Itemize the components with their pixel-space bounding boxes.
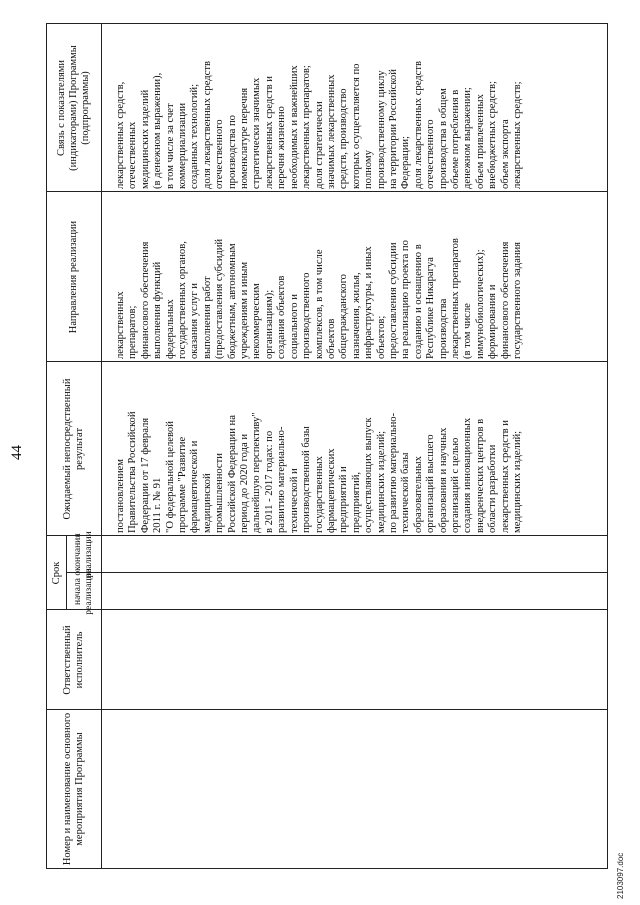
header-term-end: окончания реализации — [72, 531, 94, 578]
col-line-4 — [47, 535, 607, 536]
header-bottom-line — [101, 24, 102, 868]
header-term: Срок — [50, 561, 62, 585]
header-result: Ожидаемый непосредственный результат — [62, 378, 85, 520]
header-executor: Ответственный исполнитель — [62, 625, 85, 695]
measures-table — [46, 23, 608, 869]
header-indicators: Связь с показателями (индикаторами) Программы (подпрограммы) — [56, 45, 91, 171]
page-number: 44 — [9, 445, 25, 460]
header-program-measure: Номер и наименование основного мероприятия Программы — [62, 712, 85, 866]
cell-directions: лекарственных препаратов; финансового обеспечения выполнения функций федеральных государственных органов, оказания услуг и выполнения работ (предоставления субсидий бюджетным, автономным учреждениям и иным некоммерческим организациям); создания объектов социального и производственного комплексов, в том числе объектов общегражданского назначения, жилья, инфраструктуры, и иных объектов; предоставления субсидии на реализацию проекта по созданию и оснащению в Республике Никарагуа производства лекарственных препаратов (в том числе иммунобиологических); формирования и финансового обеспечения государственного задания — [115, 238, 523, 359]
col-line-6 — [47, 191, 607, 192]
cell-indicators: лекарственных средств, отечественных медицинских изделий (в денежном выражении), в том числе за счет коммерциализации созданных технологий; доля лекарственных средств отечественного производства по номенклатуре перечня стратегически значимых лекарственных средств и перечня жизненно необходимых и важнейших лекарственных препаратов; доля стратегически значимых лекарственных средств, производство которых осуществляется по полному производственному циклу на территории Российской Федерации; доля лекарственных средств отечественного производства в общем объеме потребления в денежном выражении; объем привлеченных внебюджетных средств; объем экспорта лекарственных средств; — [115, 61, 523, 189]
col-line-3 — [66, 572, 607, 573]
document-id: 2103097.doc — [616, 852, 625, 899]
col-line-2 — [47, 609, 607, 610]
col-line-5 — [47, 361, 607, 362]
cell-result: постановлением Правительства Российской Федерации от 17 февраля 2011 г. № 91 "О федеральной целевой программе "Развитие фармацевтической и медицинской промышленности Российской Федерации на период до 2020 года и дальнейшую перспективу" в 2011 - 2017 годах: по развитию материально- технической и производственной базы государственных фармацевтических предприятий и предприятий, осуществляющих выпуск медицинских изделий; по развитию материально- технической базы образовательных организаций высшего образования и научных организаций с целью создания инновационных внедренческих центров в области разработки лекарственных средств и медицинских изделий; — [115, 411, 523, 533]
header-directions: Направления реализации — [68, 220, 79, 334]
col-line-1 — [47, 709, 607, 710]
header-term-start: начала реализации — [72, 568, 94, 615]
